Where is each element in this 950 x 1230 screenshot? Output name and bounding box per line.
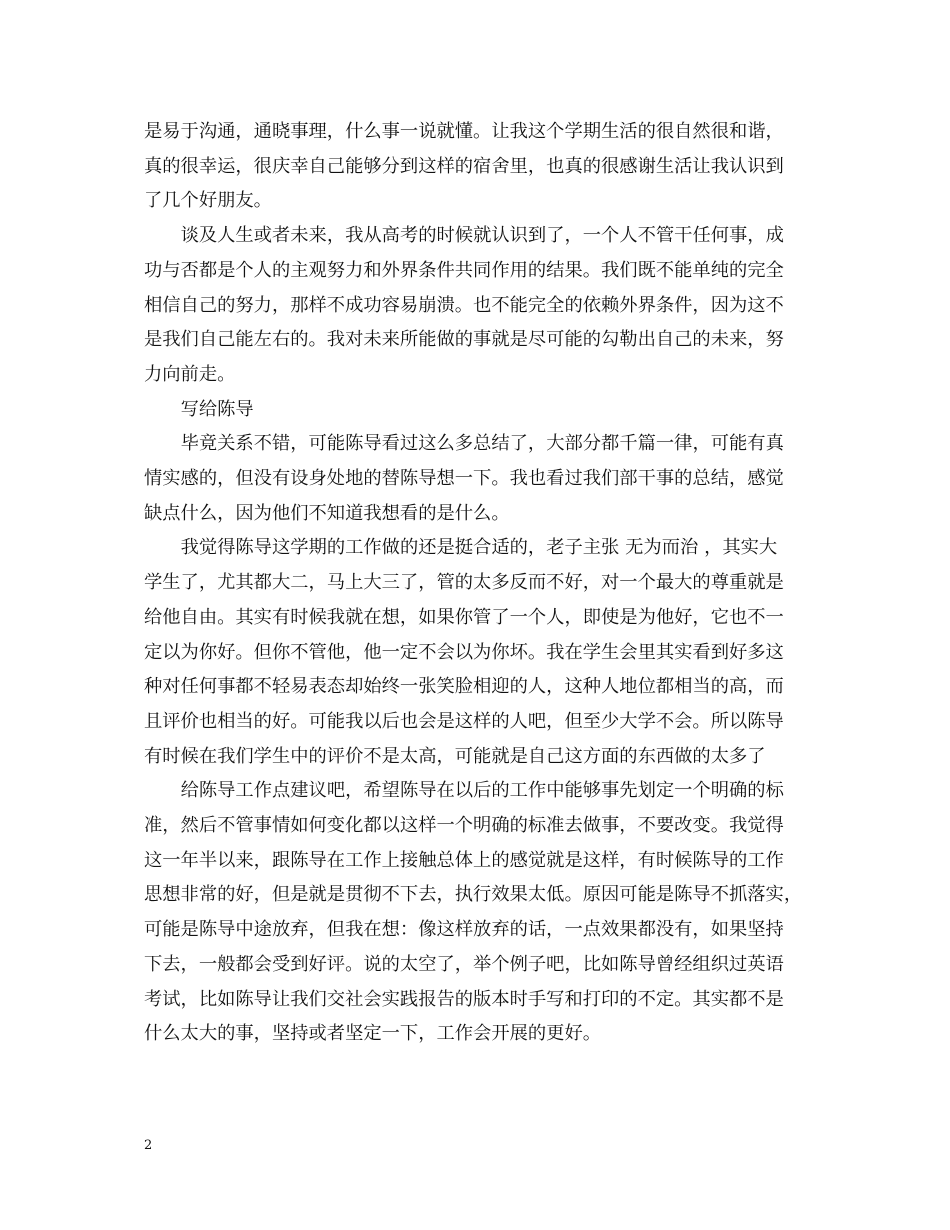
text-line: 真的很幸运，很庆幸自己能够分到这样的宿舍里，也真的很感谢生活让我认识到 xyxy=(144,155,784,177)
text-line: 下去，一般都会受到好评。说的太空了，举个例子吧，比如陈导曾经组织过英语 xyxy=(144,953,784,975)
document-body xyxy=(144,115,812,1052)
text-line: 缺点什么，因为他们不知道我想看的是什么。 xyxy=(144,502,510,524)
text-line: 我觉得陈导这学期的工作做的还是挺合适的，老子主张 无为而治 ，其实大 xyxy=(180,537,778,559)
text-line: 且评价也相当的好。可能我以后也会是这样的人吧，但至少大学不会。所以陈导 xyxy=(144,710,784,732)
text-line: 思想非常的好，但是就是贯彻不下去，执行效果太低。原因可能是陈导不抓落实， xyxy=(144,884,803,906)
text-line: 是我们自己能左右的。我对未来所能做的事就是尽可能的勾勒出自己的未来，努 xyxy=(144,329,784,351)
text-line: 毕竟关系不错，可能陈导看过这么多总结了，大部分都千篇一律，可能有真 xyxy=(180,433,784,455)
text-line: 给陈导工作点建议吧，希望陈导在以后的工作中能够事先划定一个明确的标 xyxy=(180,780,784,802)
text-line: 准，然后不管事情如何变化都以这样一个明确的标准去做事，不要改变。我觉得 xyxy=(144,815,784,837)
text-line: 给他自由。其实有时候我就在想，如果你管了一个人，即使是为他好，它也不一 xyxy=(144,606,784,628)
text-line: 学生了，尤其都大二，马上大三了，管的太多反而不好，对一个最大的尊重就是 xyxy=(144,572,784,594)
text-line: 这一年半以来，跟陈导在工作上接触总体上的感觉就是这样，有时候陈导的工作 xyxy=(144,849,784,871)
text-line: 是易于沟通，通晓事理，什么事一说就懂。让我这个学期生活的很自然很和谐， xyxy=(144,121,784,142)
text-line: 什么太大的事，坚持或者坚定一下，工作会开展的更好。 xyxy=(144,1023,602,1045)
text-line: 写给陈导 xyxy=(180,398,254,420)
text-line: 有时候在我们学生中的评价不是太高，可能就是自己这方面的东西做的太多了 xyxy=(144,745,766,767)
page-number: 2 xyxy=(144,1138,153,1153)
text-line: 可能是陈导中途放弃，但我在想：像这样放弃的话，一点效果都没有，如果坚持 xyxy=(144,919,784,941)
text-line: 相信自己的努力，那样不成功容易崩溃。也不能完全的依赖外界条件，因为这不 xyxy=(144,294,784,316)
text-line: 定以为你好。但你不管他，他一定不会以为你坏。我在学生会里其实看到好多这 xyxy=(144,641,784,663)
text-line: 功与否都是个人的主观努力和外界条件共同作用的结果。我们既不能单纯的完全 xyxy=(144,259,784,281)
text-line: 了几个好朋友。 xyxy=(144,190,272,212)
text-line: 种对任何事都不轻易表态却始终一张笑脸相迎的人，这种人地位都相当的高，而 xyxy=(144,676,784,698)
text-line: 情实感的，但没有设身处地的替陈导想一下。我也看过我们部干事的总结，感觉 xyxy=(144,468,784,490)
text-line: 力向前走。 xyxy=(144,363,236,385)
text-line: 谈及人生或者未来，我从高考的时候就认识到了，一个人不管干任何事，成 xyxy=(180,225,784,247)
text-line: 考试，比如陈导让我们交社会实践报告的版本时手写和打印的不定。其实都不是 xyxy=(144,988,784,1010)
